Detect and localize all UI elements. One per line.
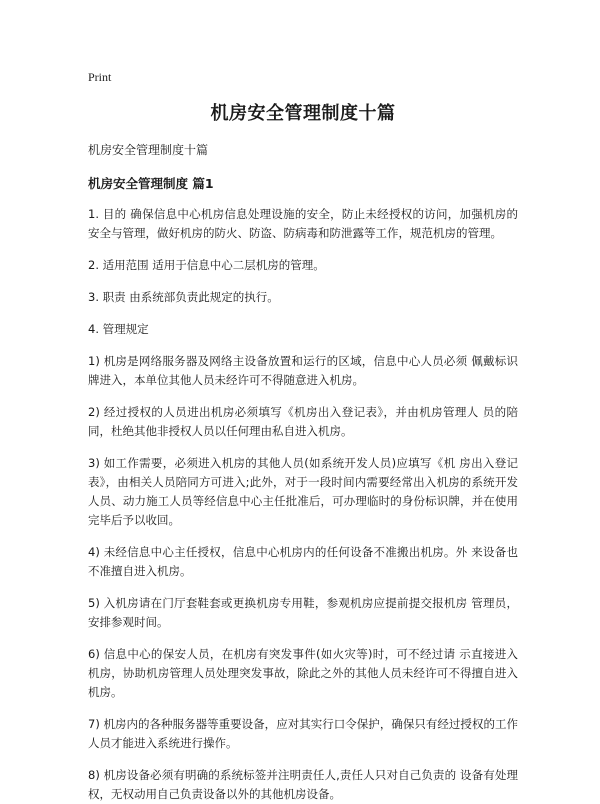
paragraph-responsibility: 3. 职责 由系统部负责此规定的执行。 xyxy=(88,290,279,304)
paragraph-rule-1: 1) 机房是网络服务器及网络主设备放置和运行的区域，信息中心人员必须 佩戴标识牌进入，本单位其他人员未经许可不得随意进入机房。 xyxy=(88,354,518,387)
paragraph-rule-5: 5) 入机房请在门厅套鞋套或更换机房专用鞋，参观机房应提前提交报机房 管理员，安排参观时间。 xyxy=(88,596,518,629)
paragraph-management-heading: 4. 管理规定 xyxy=(88,322,149,336)
paragraph-scope: 2. 适用范围 适用于信息中心二层机房的管理。 xyxy=(88,258,325,272)
paragraph-rule-4: 4) 未经信息中心主任授权，信息中心机房内的任何设备不准搬出机房。外 来设备也不准擅自进入机房。 xyxy=(88,545,518,578)
paragraph-rule-6: 6) 信息中心的保安人员，在机房有突发事件(如火灾等)时，可不经过请 示直接进入机房，协助机房管理人员处理突发事故，除此之外的其他人员未经许可不得擅自进入机房。 xyxy=(88,647,518,699)
paragraph-rule-7: 7) 机房内的各种服务器等重要设备，应对其实行口令保护，确保只有经过授权的工作人员才能进入系统进行操作。 xyxy=(88,717,518,750)
print-link[interactable]: Print xyxy=(88,70,112,84)
document-title: 机房安全管理制度十篇 xyxy=(210,103,396,124)
document-subtitle: 机房安全管理制度十篇 xyxy=(88,143,209,157)
paragraph-rule-2: 2) 经过授权的人员进出机房必须填写《机房出入登记表》，并由机房管理人 员的陪同，杜绝其他非授权人员以任何理由私自进入机房。 xyxy=(88,405,518,438)
paragraph-rule-3: 3) 如工作需要，必须进入机房的其他人员(如系统开发人员)应填写《机 房出入登记表》，由相关人员陪同方可进入;此外，对于一段时间内需要经常出入机房的系统开发人员、动力施工人员等经信息中心主任批准后，可办理临时的身份标识牌，并在使用完毕后予以收回。 xyxy=(88,456,518,527)
paragraph-purpose: 1. 目的 确保信息中心机房信息处理设施的安全，防止未经授权的访问，加强机房的安全与管理，做好机房的防火、防盗、防病毒和防泄露等工作，规范机房的管理。 xyxy=(88,207,518,240)
section-heading: 机房安全管理制度 篇1 xyxy=(88,176,214,191)
paragraph-rule-8: 8) 机房设备必须有明确的系统标签并注明责任人,责任人只对自己负责的 设备有处理权，无权动用自己负责设备以外的其他机房设备。 xyxy=(88,768,518,801)
